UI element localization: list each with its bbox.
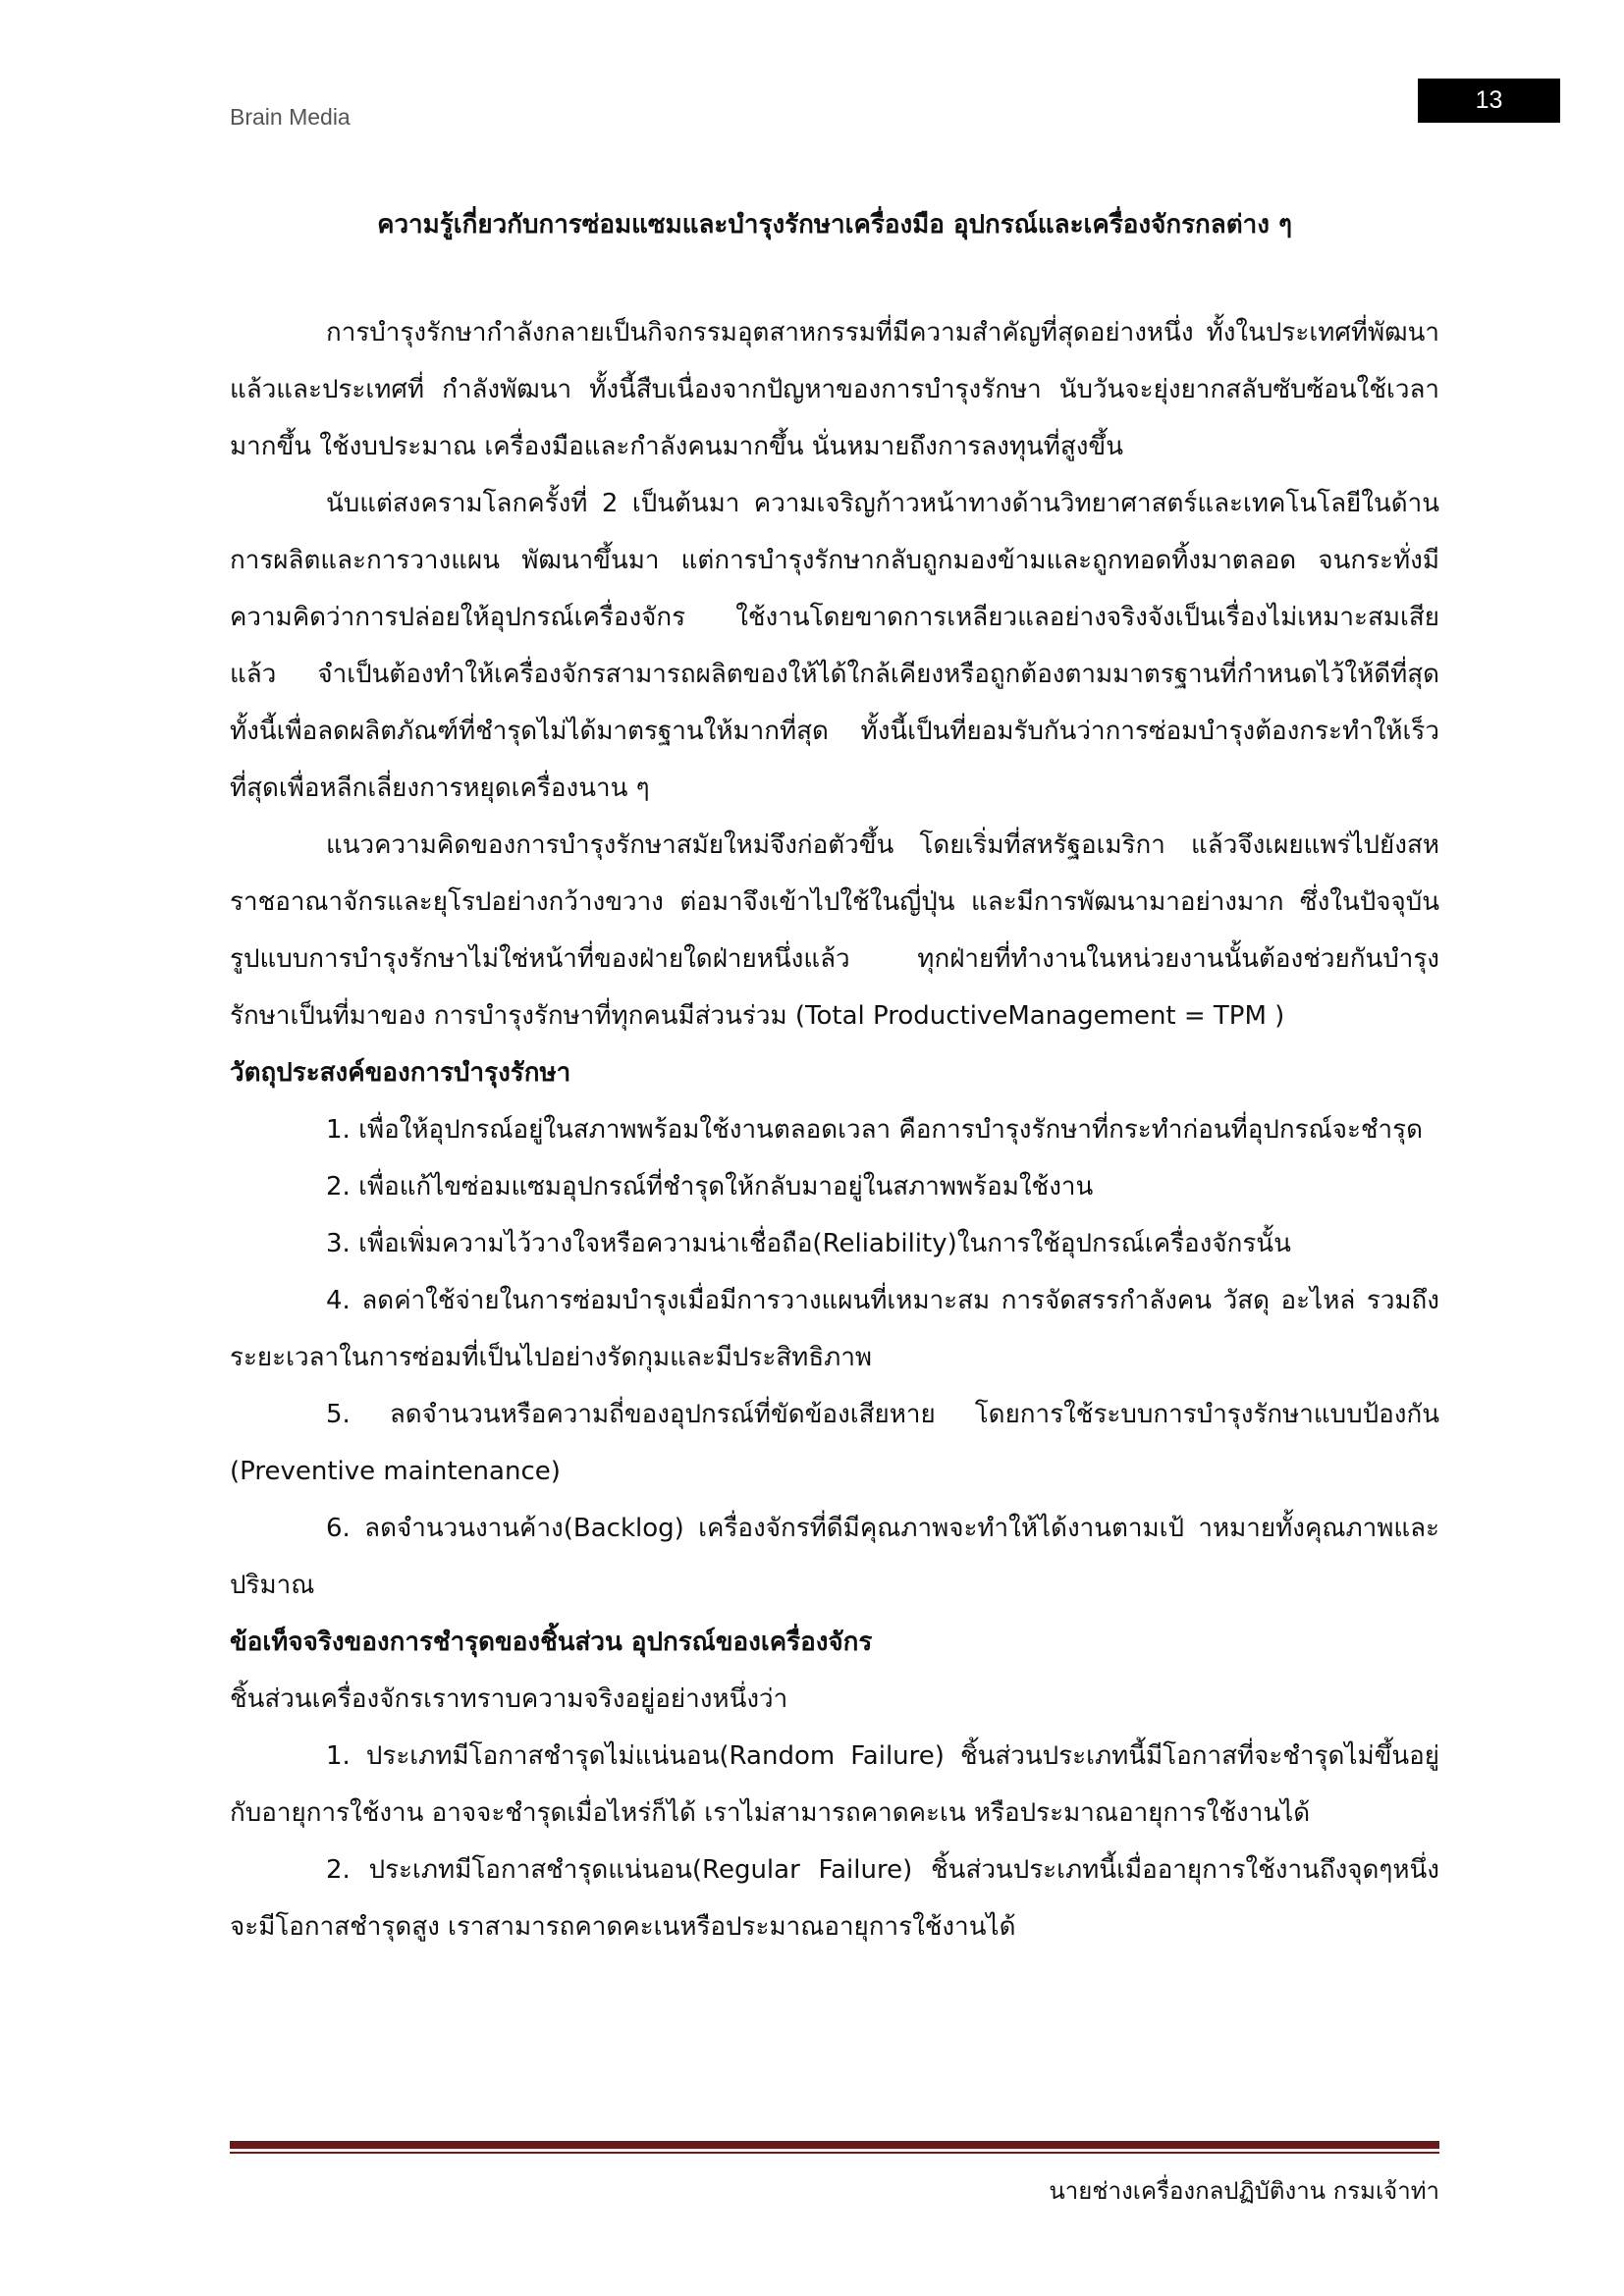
fact-item: 2. ประเภทมีโอกาสชำรุดแน่นอน(Regular Failure) ชิ้นส่วนประเภทนี้เมื่ออายุการใช้งานถึงจุดๆหนึ่ง จะมีโอกาสชำรุดสูง เราสามารถคาดคะเนหรือประมาณอายุการใช้งานได้	[230, 1855, 1439, 1942]
page-number	[1418, 79, 1560, 123]
intro-paragraph-2: นับแต่สงครามโลกครั้งที่ 2 เป็นต้นมา ความเจริญก้าวหน้าทางด้านวิทยาศาสตร์และเทคโนโลยีในด้านการผลิตและการวางแผน พัฒนาขึ้นมา แต่การบำรุงรักษากลับถูกมองข้ามและถูกทอดทิ้งมาตลอด จนกระทั่งมีความคิดว่าการปล่อยให้อุปกรณ์เครื่องจักร ใช้งานโดยขาดการเหลียวแลอย่างจริงจังเป็นเรื่องไม่เหมาะสมเสียแล้ว จำเป็นต้องทำให้เครื่องจักรสามารถผลิตของให้ได้ใกล้เคียงหรือถูกต้องตามมาตรฐานที่กำหนดไว้ให้ดีที่สุด ทั้งนี้เพื่อลดผลิตภัณฑ์ที่ชำรุดไม่ได้มาตรฐานให้มากที่สุด ทั้งนี้เป็นที่ยอมรับกันว่าการซ่อมบำรุงต้องกระทำให้เร็วที่สุดเพื่อหลีกเลี่ยงการหยุดเครื่องนาน ๆ	[230, 489, 1439, 803]
objective-item: 6. ลดจำนวนงานค้าง(Backlog) เครื่องจักรที่ดีมีคุณภาพจะทำให้ได้งานตามเป้ าหมายทั้งคุณภาพและปริมาณ	[230, 1514, 1439, 1600]
footer-divider-thick	[230, 2141, 1439, 2149]
intro-paragraph-1: การบำรุงรักษากำลังกลายเป็นกิจกรรมอุตสาหกรรมที่มีความสำคัญที่สุดอย่างหนึ่ง ทั้งในประเทศที่พัฒนาแล้วและประเทศที่ กำลังพัฒนา ทั้งนี้สืบเนื่องจากปัญหาของการบำรุงรักษา นับวันจะยุ่งยากสลับซับซ้อนใช้เวลามากขึ้น ใช้งบประมาณ เครื่องมือและกำลังคนมากขึ้น นั่นหมายถึงการลงทุนที่สูงขึ้น	[230, 318, 1439, 461]
objective-item: 1. เพื่อให้อุปกรณ์อยู่ในสภาพพร้อมใช้งานตลอดเวลา คือการบำรุงรักษาที่กระทำก่อนที่อุปกรณ์จะชำรุด	[326, 1115, 1424, 1145]
document-body	[230, 196, 1439, 1955]
intro-paragraph-3: แนวความคิดของการบำรุงรักษาสมัยใหม่จึงก่อตัวขึ้น โดยเริ่มที่สหรัฐอเมริกา แล้วจึงเผยแพร่ไปยังสหราชอาณาจักรและยุโรปอย่างกว้างขวาง ต่อมาจึงเข้าไปใช้ในญี่ปุ่น และมีการพัฒนามาอย่างมาก ซึ่งในปัจจุบันรูปแบบการบำรุงรักษาไม่ใช่หน้าที่ของฝ่ายใดฝ่ายหนึ่งแล้ว ทุกฝ่ายที่ทำงานในหน่วยงานนั้นต้องช่วยกันบำรุงรักษาเป็นที่มาของ การบำรุงรักษาที่ทุกคนมีส่วนร่วม (Total ProductiveManagement = TPM )	[230, 830, 1439, 1031]
objectives-heading: วัตถุประสงค์ของการบำรุงรักษา	[230, 1058, 571, 1088]
fact-item: 1. ประเภทมีโอกาสชำรุดไม่แน่นอน(Random Failure) ชิ้นส่วนประเภทนี้มีโอกาสที่จะชำรุดไม่ขึ้นอยู่กับอายุการใช้งาน อาจจะชำรุดเมื่อไหร่ก็ได้ เราไม่สามารถคาดคะเน หรือประมาณอายุการใช้งานได้	[230, 1741, 1439, 1828]
facts-heading: ข้อเท็จจริงของการชำรุดของชิ้นส่วน อุปกรณ์ของเครื่องจักร	[230, 1628, 873, 1657]
page-number-text: 13	[1475, 86, 1503, 114]
document-title: ความรู้เกี่ยวกับการซ่อมแซมและบำรุงรักษาเครื่องมือ อุปกรณ์และเครื่องจักรกลต่าง ๆ	[377, 210, 1292, 240]
footer-divider-thin	[230, 2152, 1439, 2154]
header-brand: Brain Media	[230, 104, 351, 130]
facts-lead: ชิ้นส่วนเครื่องจักรเราทราบความจริงอยู่อย่างหนึ่งว่า	[230, 1684, 788, 1714]
objective-item: 5. ลดจำนวนหรือความถี่ของอุปกรณ์ที่ขัดข้องเสียหาย โดยการใช้ระบบการบำรุงรักษาแบบป้องกัน (Preventive maintenance)	[230, 1400, 1439, 1486]
objective-item: 2. เพื่อแก้ไขซ่อมแซมอุปกรณ์ที่ชำรุดให้กลับมาอยู่ในสภาพพร้อมใช้งาน	[326, 1172, 1094, 1201]
objective-item: 4. ลดค่าใช้จ่ายในการซ่อมบำรุงเมื่อมีการวางแผนที่เหมาะสม การจัดสรรกำลังคน วัสดุ อะไหล่ รวมถึงระยะเวลาในการซ่อมที่เป็นไปอย่างรัดกุมและมีประสิทธิภาพ	[230, 1286, 1439, 1372]
objective-item: 3. เพื่อเพิ่มความไว้วางใจหรือความน่าเชื่อถือ(Reliability)ในการใช้อุปกรณ์เครื่องจักรนั้น	[326, 1229, 1291, 1258]
footer-divider	[230, 2141, 1439, 2154]
footer-text: นายช่างเครื่องกลปฏิบัติงาน กรมเจ้าท่า	[1049, 2177, 1439, 2205]
